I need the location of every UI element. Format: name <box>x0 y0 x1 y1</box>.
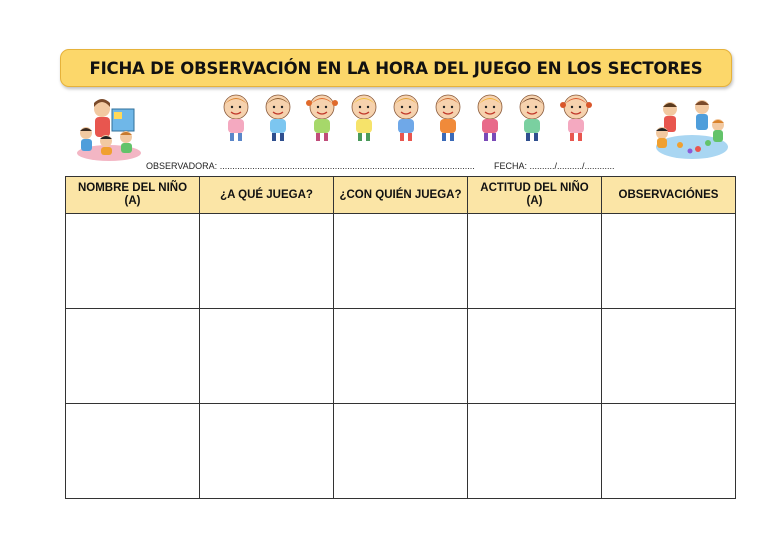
table-cell[interactable] <box>200 404 334 499</box>
table-cell[interactable] <box>200 214 334 309</box>
date-field: FECHA: ........../........../............ <box>494 161 615 171</box>
table-cell[interactable] <box>334 214 468 309</box>
table-cell[interactable] <box>602 404 736 499</box>
table-cell[interactable] <box>334 309 468 404</box>
table-cell[interactable] <box>468 309 602 404</box>
page-title: FICHA DE OBSERVACIÓN EN LA HORA DEL JUEGO EN LOS SECTORES <box>89 58 703 78</box>
children-playing-icon <box>650 95 730 163</box>
column-header-nombre: NOMBRE DEL NIÑO (A) <box>66 177 200 214</box>
observation-table <box>65 176 736 499</box>
column-header-actitud: ACTITUD DEL NIÑO (A) <box>468 177 602 214</box>
table-row <box>66 309 736 404</box>
column-header-a-que-juega: ¿A QUÉ JUEGA? <box>200 177 334 214</box>
table-cell[interactable] <box>602 309 736 404</box>
table-row <box>66 214 736 309</box>
table-header-row <box>66 177 736 214</box>
table-cell[interactable] <box>200 309 334 404</box>
table-cell[interactable] <box>468 404 602 499</box>
table-row <box>66 404 736 499</box>
table-cell[interactable] <box>602 214 736 309</box>
column-header-observaciones: OBSERVACIÓNES <box>602 177 736 214</box>
children-row-icon <box>214 93 610 143</box>
table-cell[interactable] <box>468 214 602 309</box>
table-cell[interactable] <box>66 404 200 499</box>
title-banner <box>60 49 732 87</box>
table-cell[interactable] <box>66 309 200 404</box>
column-header-con-quien-juega: ¿CON QUIÉN JUEGA? <box>334 177 468 214</box>
table-cell[interactable] <box>66 214 200 309</box>
observer-field: OBSERVADORA: ...................................................................................................... <box>146 161 475 171</box>
children-reading-icon <box>74 95 144 163</box>
table-cell[interactable] <box>334 404 468 499</box>
